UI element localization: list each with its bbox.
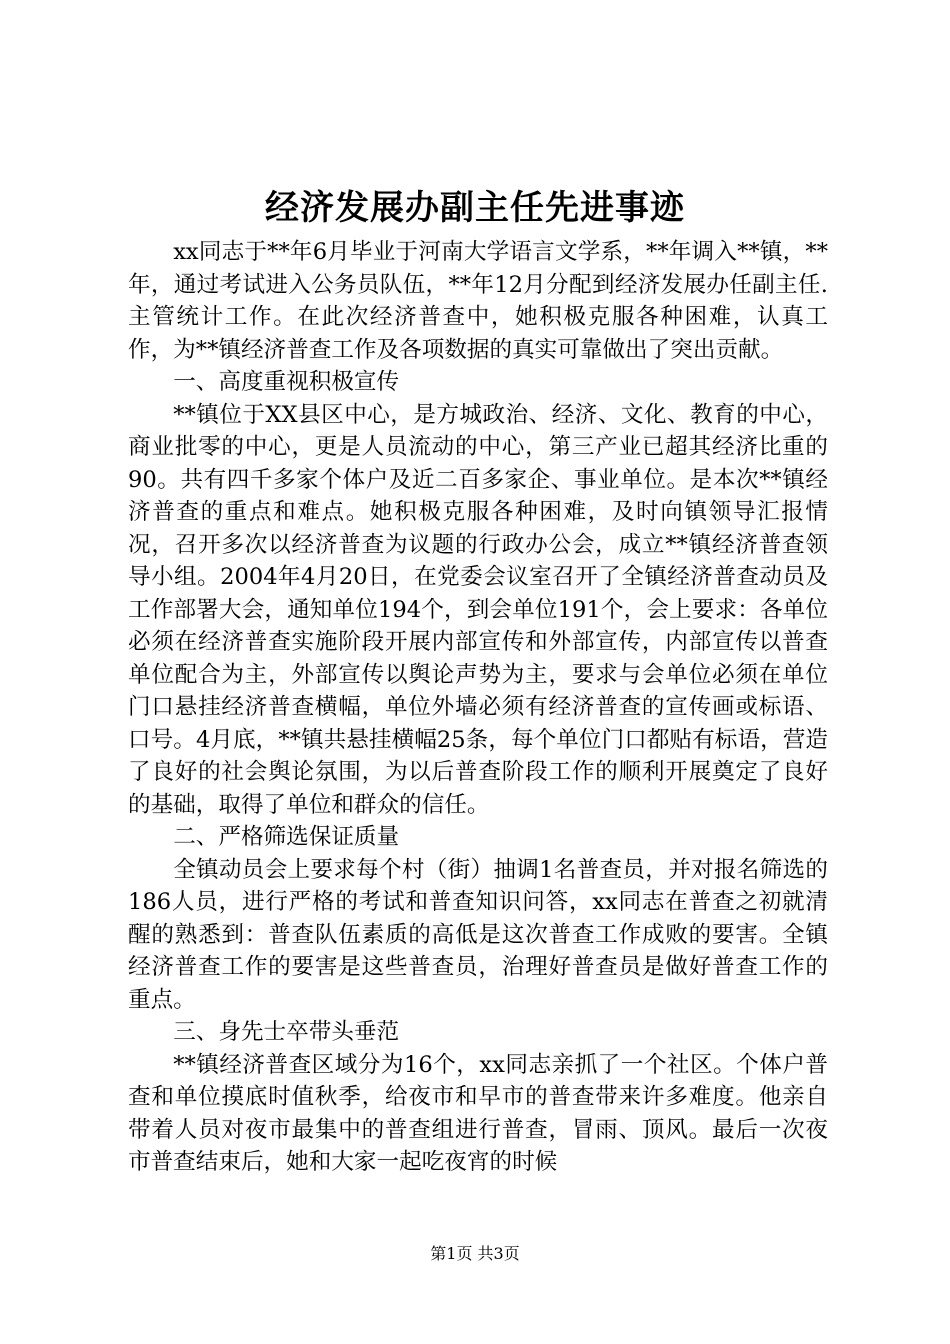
paragraph-section-2: 全镇动员会上要求每个村（街）抽调1名普查员，并对报名筛选的186人员，进行严格的考试和普查知识问答，xx同志在普查之初就清醒的熟悉到：普查队伍素质的高低是这次普查工作成败的要害。全镇经济普查工作的要害是这些普查员，治理好普查员是做好普查工作的重点。 (128, 856, 828, 1013)
section-heading-3: 三、身先士卒带头垂范 (173, 1019, 400, 1045)
paragraph-section-3: **镇经济普查区域分为16个，xx同志亲抓了一个社区。个体户普查和单位摸底时值秋季，给夜市和早市的普查带来许多难度。他亲自带着人员对夜市最集中的普查组进行普查，冒雨、顶风。最后一次夜市普查结束后，她和大家一起吃夜宵的时候 (128, 1051, 828, 1175)
page-footer: 第1页 共3页 (430, 1244, 520, 1263)
paragraph-intro: xx同志于**年6月毕业于河南大学语言文学系，**年调入**镇，**年，通过考试进入公务员队伍，**年12月分配到经济发展办任副主任.主管统计工作。在此次经济普查中，她积极克服各种困难，认真工作，为**镇经济普查工作及各项数据的真实可靠做出了突出贡献。 (128, 239, 828, 363)
document-title: 经济发展办副主任先进事迹 (265, 188, 685, 228)
section-heading-1: 一、高度重视积极宣传 (173, 369, 400, 395)
section-heading-2: 二、严格筛选保证质量 (173, 824, 400, 850)
paragraph-section-1: **镇位于XX县区中心，是方城政治、经济、文化、教育的中心，商业批零的中心，更是人员流动的中心，第三产业已超其经济比重的90。共有四千多家个体户及近二百多家企、事业单位。是本次**镇经济普查的重点和难点。她积极克服各种困难，及时向镇领导汇报情况，召开多次以经济普查为议题的行政办公会，成立**镇经济普查领导小组。2004年4月20日，在党委会议室召开了全镇经济普查动员及工作部署大会，通知单位194个，到会单位191个，会上要求：各单位必须在经济普查实施阶段开展内部宣传和外部宣传，内部宣传以普查单位配合为主，外部宣传以舆论声势为主，要求与会单位必须在单位门口悬挂经济普查横幅，单位外墙必须有经济普查的宣传画或标语、口号。4月底，**镇共悬挂横幅25条，每个单位门口都贴有标语，营造了良好的社会舆论氛围，为以后普查阶段工作的顺利开展奠定了良好的基础，取得了单位和群众的信任。 (128, 401, 828, 818)
document-body (128, 236, 828, 1179)
